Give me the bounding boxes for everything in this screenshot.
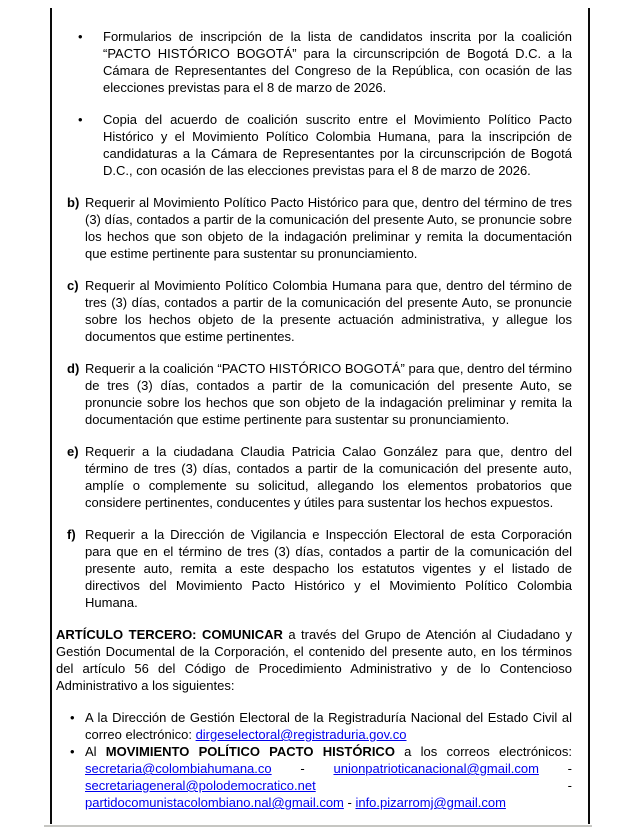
item-letter-label: e) [67, 444, 79, 459]
lettered-item-text: Requerir al Movimiento Político Colombia Humana para que, dentro del término de tres (3) días, contados a partir de la comunicación del presente Auto, se pronuncie sobre los hechos objeto de la presente actuación administrativa, y allegue los documentos que estime pertinentes. [85, 278, 572, 344]
email-link[interactable]: secretariageneral@polodemocratico.net [85, 778, 316, 793]
lettered-item-d [56, 360, 572, 428]
evidence-bullet-list [56, 28, 572, 179]
bullet-icon: • [78, 112, 83, 127]
movement-name-bold: MOVIMIENTO POLÍTICO PACTO HISTÓRICO [105, 744, 395, 759]
item-letter-label: b) [67, 195, 80, 210]
lettered-item-f [56, 526, 572, 611]
email-link[interactable]: secretaria@colombiahumana.co [85, 761, 272, 776]
email-link[interactable]: partidocomunistacolombiano.nal@gmail.com [85, 795, 344, 810]
lettered-item-text: Requerir al Movimiento Político Pacto Histórico para que, dentro del término de tres (3) días, contados a partir de la comunicación del presente Auto, se pronuncie sobre los hechos que son objeto de la indagación preliminar y remita la documentación que estime pertinente para sustentar su pronunciamiento. [85, 195, 572, 261]
recipient-item [56, 743, 572, 811]
lettered-order-list [56, 194, 572, 611]
recipient-text: A la Dirección de Gestión Electoral de la Registraduría Nacional del Estado Civil al correo electrónico: dirgeselectoral@registraduria.gov.co [85, 710, 572, 742]
articulo-tercero-body: a través del Grupo de Atención al Ciudadano y Gestión Documental de la Corporación, el contenido del presente auto, en los términos del artículo 56 del Código de Procedimiento Administrativo y de lo Contencioso Administrativo a los siguientes: [56, 627, 572, 693]
articulo-tercero-lead: ARTÍCULO TERCERO: COMUNICAR [56, 627, 283, 642]
evidence-bullet-text: Copia del acuerdo de coalición suscrito entre el Movimiento Político Pacto Histórico y el Movimiento Político Colombia Humana, para la inscripción de candidaturas a la Cámara de Representantes por la circunscripción de Bogotá D.C., con ocasión de las elecciones previstas para el 8 de marzo de 2026. [103, 112, 572, 178]
document-content [56, 28, 572, 811]
item-letter-label: d) [67, 361, 80, 376]
item-letter-label: f) [67, 527, 76, 542]
email-link[interactable]: info.pizarromj@gmail.com [355, 795, 506, 810]
item-letter-label: c) [67, 278, 79, 293]
table-cell-border-right [588, 8, 590, 824]
lettered-item-b [56, 194, 572, 262]
evidence-bullet-text: Formularios de inscripción de la lista de candidatos inscrita por la coalición “PACTO HISTÓRICO BOGOTÁ” para la circunscripción de Bogotá D.C. a la Cámara de Representantes del Congreso de la República, con ocasión de las elecciones previstas para el 8 de marzo de 2026. [103, 29, 572, 95]
evidence-bullet-item [56, 111, 572, 179]
articulo-tercero-paragraph [56, 626, 572, 694]
lettered-item-text: Requerir a la coalición “PACTO HISTÓRICO BOGOTÁ” para que, dentro del término de tres (3) días, contados a partir de la comunicación del presente Auto, se pronuncie sobre los hechos que son objeto de la indagación preliminar y remita la documentación que estime pertinente para sustentar su pronunciamiento. [85, 361, 572, 427]
bullet-icon: • [78, 29, 83, 44]
lettered-item-text: Requerir a la Dirección de Vigilancia e Inspección Electoral de esta Corporación para que en el término de tres (3) días, contados a partir de la comunicación del presente auto, remita a este despacho los estatutos vigentes y el listado de directivos del Movimiento Pacto Histórico y el Movimiento Político Colombia Humana. [85, 527, 572, 610]
recipient-text: Al MOVIMIENTO POLÍTICO PACTO HISTÓRICO a los correos electrónicos: secretaria@colombiahumana.co - unionpatrioticanacional@gmail.com - secretariageneral@polodemocratico.net - partidocomunistacolombiano.nal@gmail.com - info.pizarromj@gmail.com [85, 744, 573, 810]
lettered-item-c [56, 277, 572, 345]
table-cell-border-left [50, 8, 52, 824]
page-bottom-edge-line [44, 825, 592, 827]
email-link[interactable]: unionpatrioticanacional@gmail.com [333, 761, 539, 776]
lettered-item-e [56, 443, 572, 511]
recipients-bullet-list [56, 709, 572, 811]
bullet-icon: • [70, 744, 75, 759]
recipient-item [56, 709, 572, 743]
evidence-bullet-item [56, 28, 572, 96]
email-link[interactable]: dirgeselectoral@registraduria.gov.co [195, 727, 407, 742]
bullet-icon: • [70, 710, 75, 725]
lettered-item-text: Requerir a la ciudadana Claudia Patricia Calao González para que, dentro del término de tres (3) días, contados a partir de la comunicación del presente auto, amplíe o complemente su solicitud, allegando los elementos probatorios que considere pertinentes, conducentes y útiles para sustentar los hechos expuestos. [85, 444, 572, 510]
